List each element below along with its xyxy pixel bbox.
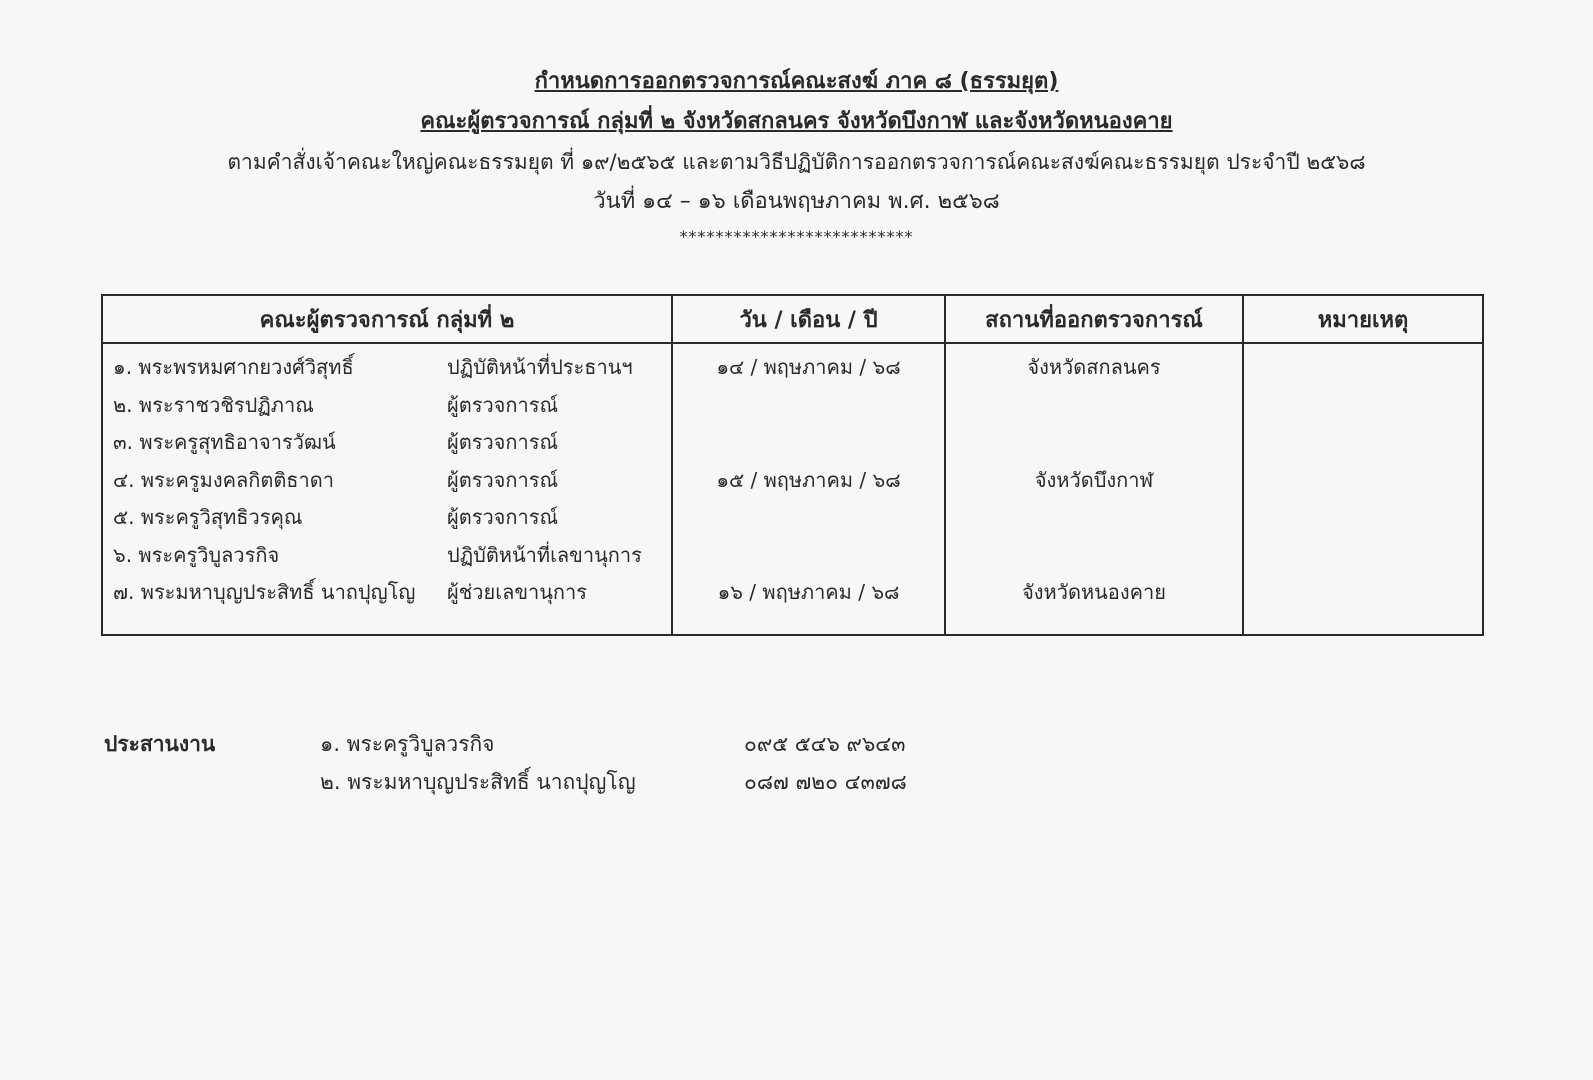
header-committee: คณะผู้ตรวจการณ์ กลุ่มที่ ๒ xyxy=(102,295,672,343)
contact-name: ๒. พระมหาบุญประสิทธิ์ นาถปุญโญ xyxy=(320,770,636,794)
member-name: ๓. พระครูสุทธิอาจารวัฒน์ xyxy=(113,430,336,454)
member-role: ปฏิบัติหน้าที่เลขานุการ xyxy=(447,542,642,567)
place-entry: จังหวัดสกลนคร xyxy=(1027,355,1161,379)
member-name: ๕. พระครูวิสุทธิวรคุณ xyxy=(113,505,303,529)
member-name: ๔. พระครูมงคลกิตติธาดา xyxy=(113,467,334,492)
place-entry: จังหวัดหนองคาย xyxy=(1022,580,1166,604)
member-name: ๖. พระครูวิบูลวรกิจ xyxy=(113,542,280,567)
document-title: กำหนดการออกตรวจการณ์คณะสงฆ์ ภาค ๘ (ธรรมยุต) xyxy=(534,69,1059,94)
place-list xyxy=(946,344,1242,634)
place-entry xyxy=(946,540,1242,578)
contact-name: ๑. พระครูวิบูลวรกิจ xyxy=(320,732,495,756)
list-item xyxy=(113,465,671,503)
place-entry: จังหวัดบึงกาฬ xyxy=(1034,467,1154,492)
list-item xyxy=(113,502,671,540)
date-entry: ๑๔ / พฤษภาคม / ๖๘ xyxy=(716,355,901,379)
date-entry xyxy=(673,502,944,540)
member-role: ผู้ช่วยเลขานุการ xyxy=(447,580,587,604)
date-entry xyxy=(673,427,944,465)
member-name: ๒. พระราชวชิรปฏิภาณ xyxy=(113,392,314,417)
document-subtitle: คณะผู้ตรวจการณ์ กลุ่มที่ ๒ จังหวัดสกลนคร จังหวัดบึงกาฬ และจังหวัดหนองคาย xyxy=(420,109,1173,134)
remarks-cell xyxy=(1243,343,1483,635)
document-header xyxy=(0,62,1593,246)
place-entry xyxy=(946,390,1242,428)
date-entry: ๑๖ / พฤษภาคม / ๖๘ xyxy=(717,580,900,604)
contact-phone: ๐๙๕ ๕๔๖ ๙๖๔๓ xyxy=(744,732,906,756)
list-item xyxy=(113,540,671,578)
member-role: ผู้ตรวจการณ์ xyxy=(447,392,559,417)
dates-cell xyxy=(672,343,945,635)
date-list xyxy=(673,344,944,634)
separator-stars: ************************** xyxy=(679,227,914,246)
list-item xyxy=(113,577,671,615)
header-remarks: หมายเหตุ xyxy=(1243,295,1483,343)
contact-phone: ๐๘๗ ๗๒๐ ๔๓๗๘ xyxy=(744,770,907,794)
inspection-schedule-table xyxy=(101,294,1484,636)
date-entry xyxy=(673,540,944,578)
members-cell xyxy=(102,343,672,635)
member-role: ปฏิบัติหน้าที่ประธานฯ xyxy=(447,355,633,379)
places-cell xyxy=(945,343,1243,635)
list-item xyxy=(113,352,671,390)
member-list xyxy=(103,344,671,634)
date-entry: ๑๕ / พฤษภาคม / ๖๘ xyxy=(716,467,901,492)
date-range: วันที่ ๑๔ – ๑๖ เดือนพฤษภาคม พ.ศ. ๒๕๖๘ xyxy=(593,189,1000,214)
header-date: วัน / เดือน / ปี xyxy=(672,295,945,343)
list-item xyxy=(113,390,671,428)
place-entry xyxy=(946,502,1242,540)
place-entry xyxy=(946,427,1242,465)
table-header-row xyxy=(102,295,1483,343)
date-entry xyxy=(673,390,944,428)
member-role: ผู้ตรวจการณ์ xyxy=(447,430,559,454)
coordination-label: ประสานงาน xyxy=(104,732,216,756)
member-role: ผู้ตรวจการณ์ xyxy=(447,467,559,492)
table-body-row xyxy=(102,343,1483,635)
member-name: ๗. พระมหาบุญประสิทธิ์ นาถปุญโญ xyxy=(113,580,416,604)
list-item xyxy=(113,427,671,465)
header-place: สถานที่ออกตรวจการณ์ xyxy=(945,295,1243,343)
order-reference: ตามคำสั่งเจ้าคณะใหญ่คณะธรรมยุต ที่ ๑๙/๒๕๖๕ และตามวิธีปฏิบัติการออกตรวจการณ์คณะสงฆ์คณะธรรมยุต ประจำปี ๒๕๖๘ xyxy=(227,150,1366,174)
member-role: ผู้ตรวจการณ์ xyxy=(447,505,559,529)
member-name: ๑. พระพรหมศากยวงศ์วิสุทธิ์ xyxy=(113,355,354,379)
